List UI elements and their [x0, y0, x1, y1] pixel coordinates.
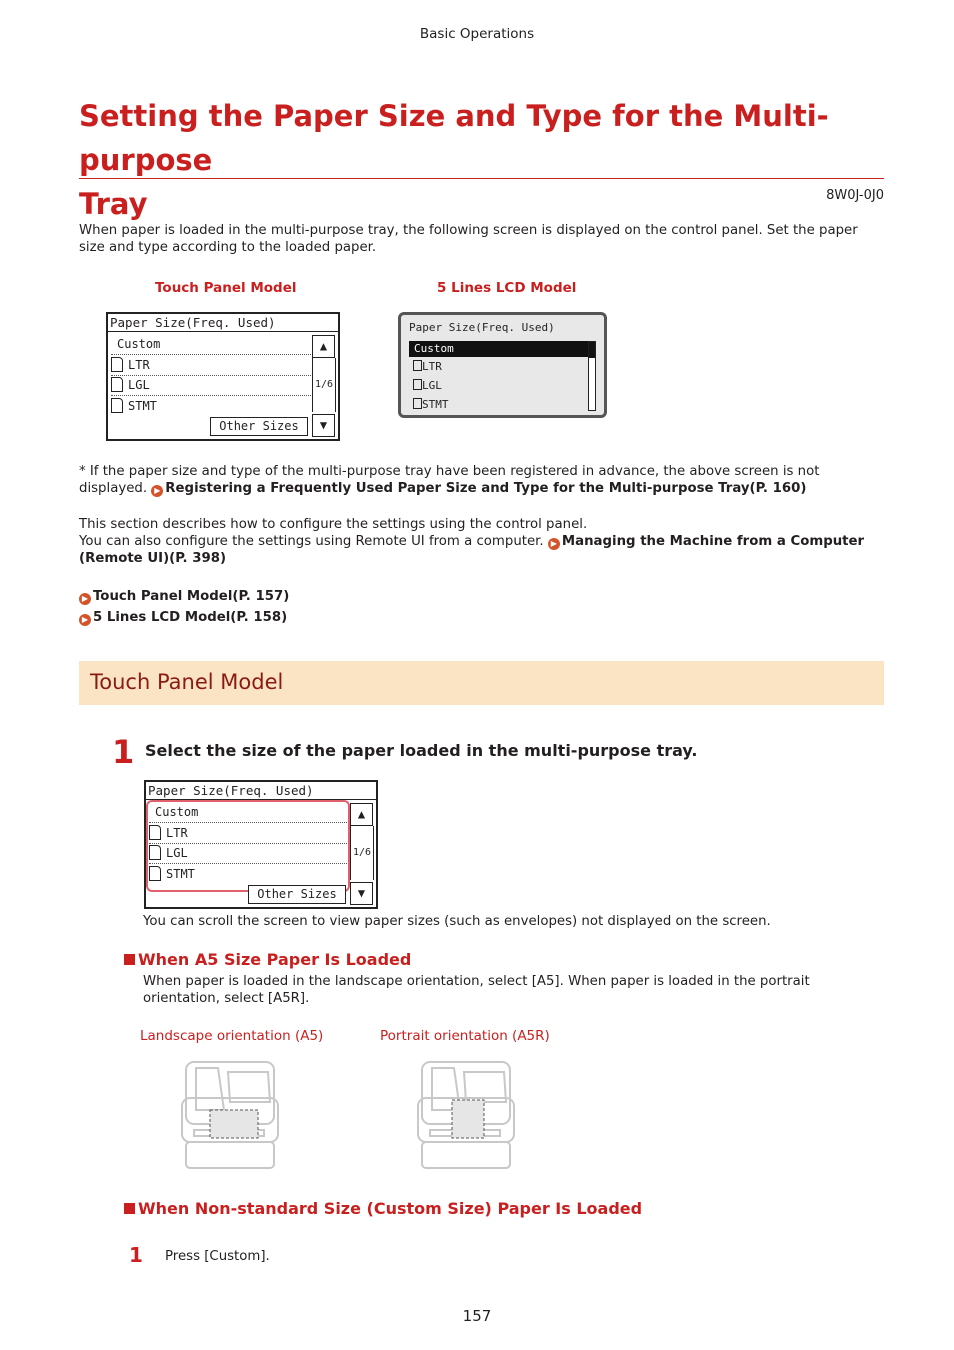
row-label: LGL [166, 846, 188, 860]
bullet-square-icon [124, 1203, 135, 1214]
toc-link-label: 5 Lines LCD Model(P. 158) [93, 610, 288, 625]
portrait-label: Portrait orientation (A5R) [380, 1028, 550, 1044]
row-label: LTR [128, 358, 150, 372]
paper-icon [111, 398, 123, 413]
lcd-row[interactable] [413, 398, 449, 411]
section-heading: Touch Panel Model [90, 670, 284, 694]
custom-heading-text: When Non-standard Size (Custom Size) Paper Is Loaded [138, 1199, 643, 1218]
page-indicator: 1/6 [350, 826, 374, 880]
lcd-row-label: LTR [422, 360, 442, 373]
screen-divider [108, 331, 338, 332]
row-label: STMT [166, 867, 195, 881]
scroll-down-button[interactable]: ▼ [312, 414, 335, 437]
lcd-title: Paper Size(Freq. Used) [409, 321, 555, 334]
section-heading-bar [79, 661, 884, 705]
landscape-label: Landscape orientation (A5) [140, 1028, 324, 1044]
step-number: 1 [112, 733, 135, 771]
title-divider [79, 178, 884, 179]
size-row-lgl[interactable] [111, 375, 311, 396]
substep-text: Press [Custom]. [165, 1249, 270, 1264]
lcd-scrollbar [588, 341, 596, 411]
row-label: STMT [128, 399, 157, 413]
page-title: Setting the Paper Size and Type for the Multi-purpose Tray [79, 99, 829, 221]
other-sizes-button[interactable]: Other Sizes [248, 885, 346, 904]
other-sizes-button[interactable]: Other Sizes [210, 417, 308, 436]
toc-link-label: Touch Panel Model(P. 157) [93, 589, 290, 604]
scroll-down-button[interactable]: ▼ [350, 882, 373, 905]
running-header: Basic Operations [419, 26, 535, 42]
note-line2: displayed. [79, 481, 148, 496]
size-row-ltr[interactable] [111, 355, 311, 376]
screen-title: Paper Size(Freq. Used) [148, 783, 314, 798]
paper-icon [111, 357, 123, 372]
note-line1: * If the paper size and type of the multi-purpose tray have been registered in advance, the above screen is not [79, 464, 820, 479]
lcd-screen [398, 312, 607, 418]
lcd-label: 5 Lines LCD Model [437, 280, 577, 296]
a5-heading [124, 950, 411, 969]
row-label: LTR [166, 826, 188, 840]
lcd-row[interactable] [413, 379, 442, 392]
lcd-row-label: LGL [422, 379, 442, 392]
page-indicator: 1/6 [312, 358, 336, 412]
section-description [79, 516, 879, 567]
lcd-row-label: STMT [422, 398, 449, 411]
link-arrow-icon: ▶ [79, 593, 91, 605]
printer-landscape-illustration [178, 1058, 282, 1172]
toc-link-lcd[interactable] [79, 609, 287, 626]
lcd-row-selected[interactable] [409, 341, 592, 357]
link-registering[interactable]: Registering a Frequently Used Paper Size and Type for the Multi-purpose Tray(P. 160) [165, 481, 807, 496]
row-label: LGL [128, 378, 150, 392]
substep-number: 1 [129, 1243, 143, 1267]
touch-panel-screen [106, 312, 340, 441]
scroll-up-button[interactable]: ▲ [312, 335, 335, 358]
paper-icon [413, 398, 422, 409]
link-arrow-icon: ▶ [151, 485, 163, 497]
link-arrow-icon: ▶ [79, 614, 91, 626]
page-number: 157 [462, 1307, 492, 1325]
row-label: Custom [155, 805, 199, 819]
toc-link-touch[interactable] [79, 588, 289, 605]
a5-text: When paper is loaded in the landscape orientation, select [A5]. When paper is loaded in the portrait orientation, select [A5R]. [143, 974, 810, 1006]
intro-text: When paper is loaded in the multi-purpose tray, the following screen is displayed on the control panel. Set the paper size and type according to the loaded paper. [79, 223, 858, 255]
doc-id: 8W0J-0J0 [826, 188, 884, 203]
desc-line2: You can also configure the settings using Remote UI from a computer. [79, 534, 544, 549]
touch-panel-label: Touch Panel Model [155, 280, 297, 296]
lcd-row-label: Custom [414, 342, 454, 355]
touch-panel-screen-step [144, 780, 378, 909]
paper-icon [413, 379, 422, 390]
screen-title: Paper Size(Freq. Used) [110, 315, 276, 330]
link-arrow-icon: ▶ [548, 538, 560, 550]
step-text: Select the size of the paper loaded in the multi-purpose tray. [145, 741, 698, 760]
note-text [79, 463, 879, 497]
custom-heading [124, 1199, 642, 1218]
scroll-up-button[interactable]: ▲ [350, 803, 373, 826]
printer-portrait-illustration [414, 1058, 518, 1172]
row-label: Custom [117, 337, 161, 351]
highlight-box [146, 800, 350, 892]
link-remote-ui[interactable]: Managing the Machine from a Computer [561, 534, 865, 549]
size-row-custom[interactable] [111, 334, 311, 355]
a5-heading-text: When A5 Size Paper Is Loaded [138, 950, 412, 969]
lcd-row[interactable] [413, 360, 442, 373]
bullet-square-icon [124, 954, 135, 965]
paper-icon [111, 377, 123, 392]
size-row-stmt[interactable] [111, 396, 311, 416]
paper-icon [413, 360, 422, 371]
scroll-note: You can scroll the screen to view paper sizes (such as envelopes) not displayed on the screen. [143, 914, 771, 929]
lcd-scroll-thumb [589, 342, 595, 358]
desc-line1: This section describes how to configure the settings using the control panel. [79, 517, 588, 532]
link-remote-ui-cont[interactable]: (Remote UI)(P. 398) [79, 551, 227, 566]
